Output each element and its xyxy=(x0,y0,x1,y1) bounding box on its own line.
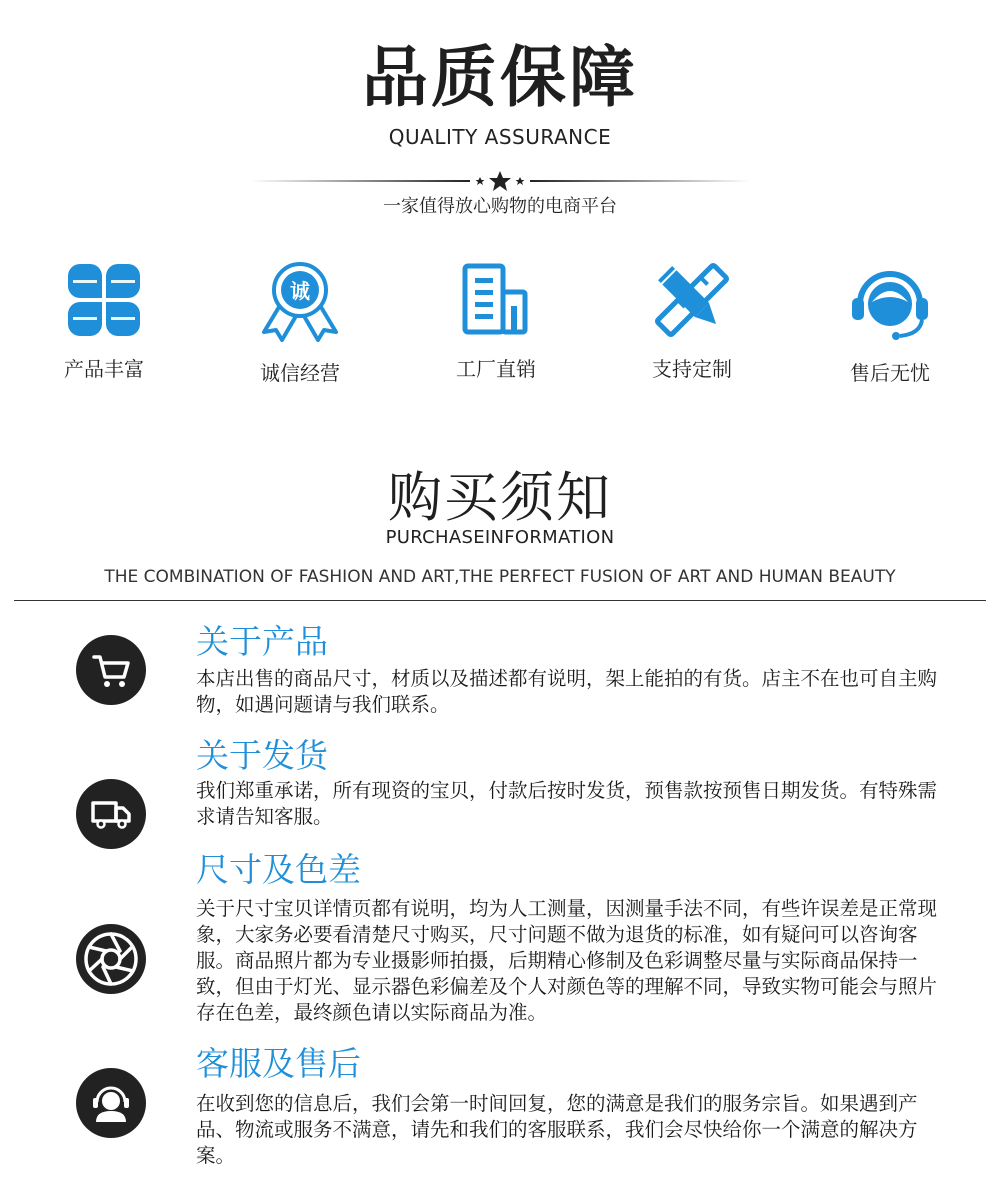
feature-after-sales xyxy=(790,262,990,386)
shopping-cart-icon xyxy=(76,635,146,705)
section-icon xyxy=(76,1068,146,1138)
clover-icon xyxy=(66,262,142,338)
feature-factory-direct xyxy=(396,262,596,382)
feature-label: 工厂直销 xyxy=(456,357,536,381)
section-icon xyxy=(76,924,146,994)
feature-label: 售后无忧 xyxy=(850,361,930,385)
section-body: 在收到您的信息后，我们会第一时间回复，您的满意是我们的服务宗旨。如果遇到产品、物流或服务不满意，请先和我们的客服联系，我们会尽快给你一个满意的解决方案。 xyxy=(196,1092,918,1167)
headset-agent-icon xyxy=(76,1068,146,1138)
purchase-tagline: THE COMBINATION OF FASHION AND ART,THE PERFECT FUSION OF ART AND HUMAN BEAUTY xyxy=(104,567,896,587)
camera-aperture-icon xyxy=(76,924,146,994)
feature-customization xyxy=(592,262,792,382)
quality-slogan: 一家值得放心购物的电商平台 xyxy=(383,196,617,217)
section-title: 关于发货 xyxy=(196,736,328,775)
section-divider xyxy=(14,600,986,601)
integrity-badge-icon xyxy=(260,262,340,342)
section-body: 我们郑重承诺，所有现资的宝贝，付款后按时发货，预售款按预售日期发货。有特殊需求请告知客服。 xyxy=(196,779,938,828)
section-body: 本店出售的商品尺寸，材质以及描述都有说明，架上能拍的有货。店主不在也可自主购物，如遇问题请与我们联系。 xyxy=(196,667,938,716)
quality-subtitle: QUALITY ASSURANCE xyxy=(388,125,612,149)
feature-label: 支持定制 xyxy=(652,357,732,381)
section-body: 关于尺寸宝贝详情页都有说明，均为人工测量，因测量手法不同，有些许误差是正常现象，大家务必要看清楚尺寸购买，尺寸问题不做为退货的标准，如有疑问可以咨询客服。商品照片都为专业摄影师拍摄，后期精心修制及色彩调整尽量与实际商品保持一致，但由于灯光、显示器色彩偏差及个人对颜色等的理解不同，导致实物可能会与照片存在色差，最终颜色请以实际商品为准。 xyxy=(196,897,938,1024)
customer-service-icon xyxy=(850,262,930,342)
purchase-subtitle: PURCHASEINFORMATION xyxy=(385,527,615,548)
section-icon xyxy=(76,779,146,849)
feature-rich-products xyxy=(4,262,204,382)
feature-integrity xyxy=(200,262,400,386)
pencil-ruler-icon xyxy=(654,262,730,338)
quality-title: 品质保障 xyxy=(362,39,638,116)
badge-text: 诚 xyxy=(290,279,310,303)
section-title: 尺寸及色差 xyxy=(196,850,361,889)
section-title: 关于产品 xyxy=(196,622,328,661)
purchase-title: 购买须知 xyxy=(388,466,612,529)
section-icon xyxy=(76,635,146,705)
factory-building-icon xyxy=(461,262,531,338)
section-title: 客服及售后 xyxy=(196,1044,361,1083)
feature-label: 诚信经营 xyxy=(260,361,340,385)
delivery-truck-icon xyxy=(76,779,146,849)
feature-label: 产品丰富 xyxy=(64,357,144,381)
